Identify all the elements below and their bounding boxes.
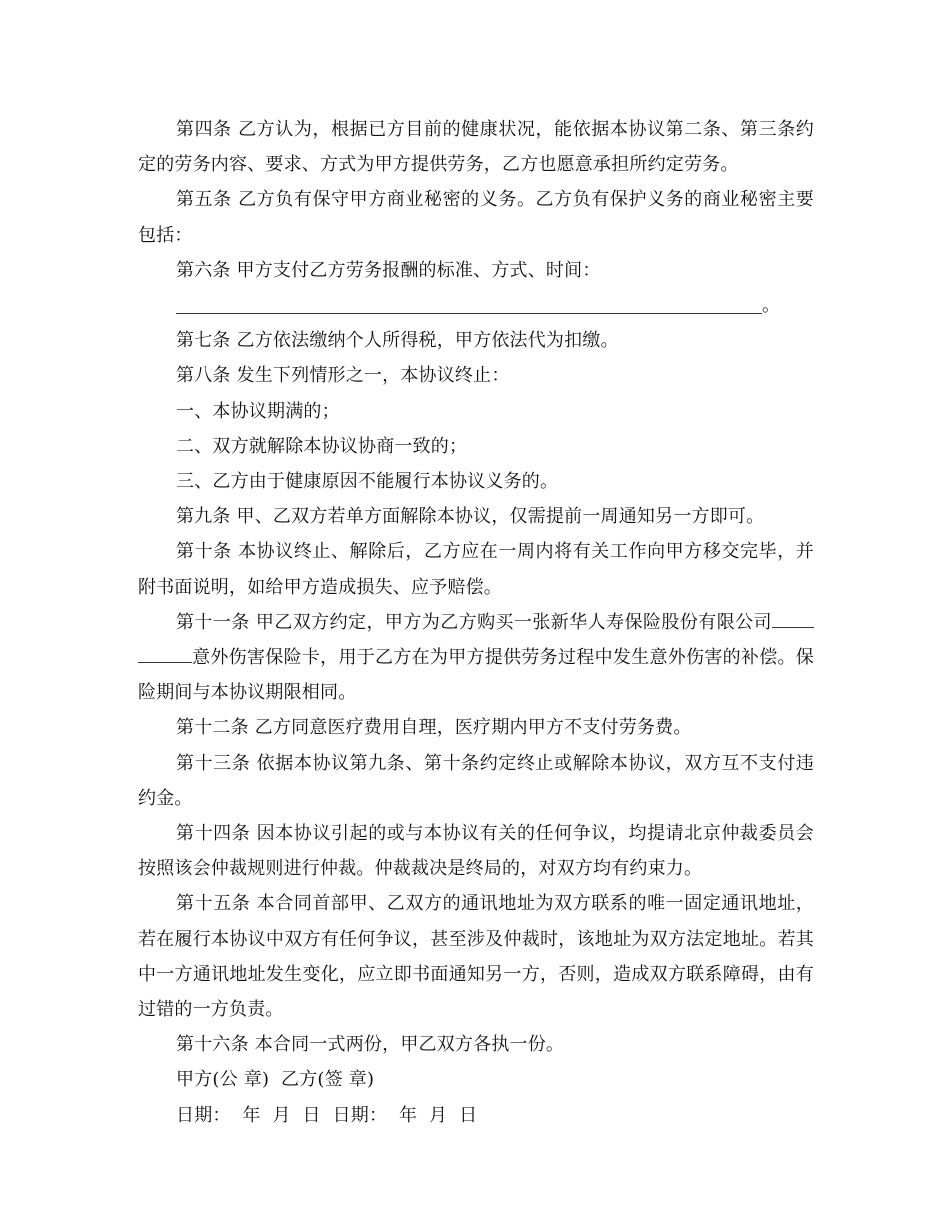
article-11-part-1: 第十一条 甲乙双方约定，甲方为乙方购买一张新华人寿保险股份有限公司: [176, 611, 772, 633]
insurer-blank-underline: [772, 609, 814, 628]
article-11-part-2: 意外伤害保险卡，用于乙方在为甲方提供劳务过程中发生意外伤害的补偿。保险期间与本协议期限相同。: [138, 647, 814, 704]
article-7: 第七条 乙方依法缴纳个人所得税，甲方依法代为扣缴。: [176, 330, 619, 352]
article-9: 第九条 甲、乙双方若单方面解除本协议，仅需提前一周通知另一方即可。: [176, 506, 765, 528]
article-14: 第十四条 因本协议引起的或与本协议有关的任何争议，均提请北京仲裁委员会按照该会仲裁规则进行仲裁。仲裁裁决是终局的，对双方均有约束力。: [138, 823, 814, 880]
article-11: [138, 605, 814, 711]
article-8: 第八条 发生下列情形之一，本协议终止：: [176, 365, 510, 387]
article-4: 第四条 乙方认为，根据已方目前的健康状况，能依据本协议第二条、第三条约定的劳务内容、要求、方式为甲方提供劳务，乙方也愿意承担所约定劳务。: [138, 119, 814, 176]
article-12: 第十二条 乙方同意医疗费用自理，医疗期内甲方不支付劳务费。: [176, 717, 692, 739]
article-5: 第五条 乙方负有保守甲方商业秘密的义务。乙方负有保护义务的商业秘密主要包括：: [138, 189, 814, 246]
blank-line-period: 。: [762, 295, 780, 317]
article-8-item-2: 二、双方就解除本协议协商一致的；: [176, 435, 468, 457]
article-10: 第十条 本协议终止、解除后，乙方应在一周内将有关工作向甲方移交完毕，并附书面说明，如给甲方造成损失、应予赔偿。: [138, 541, 814, 598]
article-16: 第十六条 本合同一式两份，甲乙双方各执一份。: [176, 1034, 565, 1056]
contract-body: [138, 112, 814, 1133]
signature-line: 甲方(公 章) 乙方(签 章): [176, 1069, 375, 1091]
article-13: 第十三条 依据本协议第九条、第十条约定终止或解除本协议，双方互不支付违约金。: [138, 752, 814, 809]
article-15: 第十五条 本合同首部甲、乙双方的通讯地址为双方联系的唯一固定通讯地址，若在履行本协议中双方有任何争议，甚至涉及仲裁时，该地址为双方法定地址。若其中一方通讯地址发生变化，应立即书面通知另一方，否则，造成双方联系障碍，由有过错的一方负责。: [138, 893, 814, 1021]
article-8-item-1: 一、本协议期满的；: [176, 400, 340, 422]
article-6: 第六条 甲方支付乙方劳务报酬的标准、方式、时间：: [176, 259, 601, 281]
insurer-blank-underline-continued: [138, 644, 192, 663]
date-line: 日期： 年 月 日 日期： 年 月 日: [176, 1104, 478, 1126]
article-6-fill-blank: [176, 288, 814, 323]
fill-in-underline: [176, 313, 762, 314]
article-8-item-3: 三、乙方由于健康原因不能履行本协议义务的。: [176, 471, 559, 493]
